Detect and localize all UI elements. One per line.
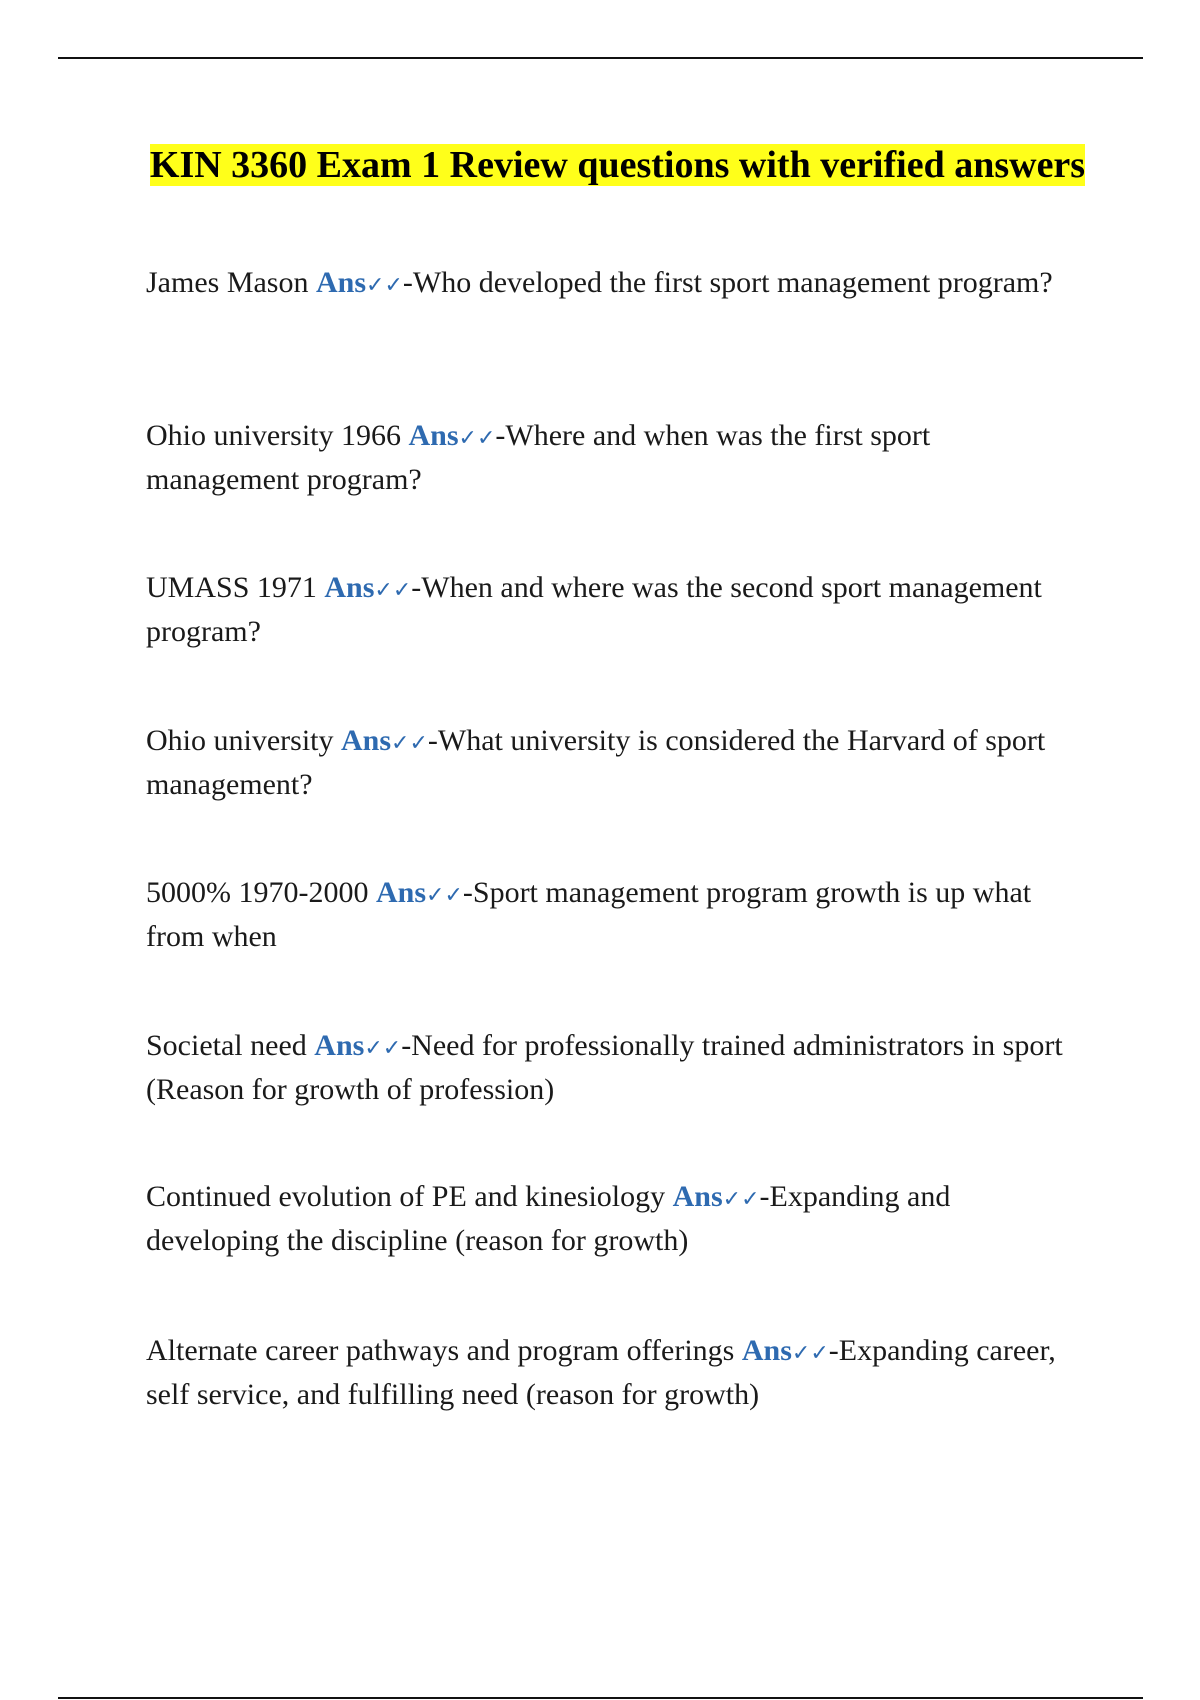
answer-text: Continued evolution of PE and kinesiology (146, 1180, 666, 1213)
question-text: -Where and when was the first sport management program? (146, 419, 931, 496)
qa-item (146, 262, 1076, 306)
question-text: -Sport management program growth is up what from when (146, 876, 1032, 953)
answer-text: Ohio university (146, 724, 334, 757)
footer-rule (58, 1697, 1143, 1699)
check-icon: ✓✓ (364, 1036, 402, 1061)
qa-item (146, 720, 1076, 805)
document-title (146, 140, 1089, 191)
ans-label: Ans (315, 266, 367, 299)
question-text: -What university is considered the Harvard of sport management? (146, 724, 1046, 801)
check-icon: ✓✓ (391, 731, 428, 756)
answer-text: Ohio university 1966 (146, 419, 401, 452)
question-text: -Expanding and developing the discipline (reason for growth) (146, 1180, 951, 1257)
qa-item (146, 1330, 1076, 1415)
check-icon: ✓✓ (722, 1187, 760, 1212)
qa-item (146, 567, 1076, 652)
ans-label: Ans (324, 571, 375, 604)
answer-text: 5000% 1970-2000 (146, 876, 369, 909)
answer-text: Alternate career pathways and program offerings (146, 1334, 735, 1367)
question-text: -Need for professionally trained administrators in sport (Reason for growth of profession) (146, 1029, 1063, 1106)
check-icon: ✓✓ (426, 883, 463, 908)
ans-label: Ans (408, 419, 459, 452)
qa-item (146, 1176, 1076, 1261)
header-rule (58, 57, 1143, 59)
question-text: -When and where was the second sport management program? (146, 571, 1042, 648)
answer-text: Societal need (146, 1029, 307, 1062)
qa-item (146, 415, 1076, 500)
check-icon: ✓✓ (374, 578, 412, 603)
check-icon: ✓✓ (458, 426, 496, 451)
title-highlight: KIN 3360 Exam 1 Review questions with verified answers (149, 144, 1086, 186)
qa-item (146, 872, 1076, 957)
ans-label: Ans (341, 724, 392, 757)
qa-item (146, 1025, 1076, 1110)
ans-label: Ans (314, 1029, 365, 1062)
ans-label: Ans (375, 876, 427, 909)
question-text: -Who developed the first sport management program? (402, 266, 1053, 299)
ans-label: Ans (672, 1180, 723, 1213)
answer-text: James Mason (146, 266, 309, 299)
ans-label: Ans (741, 1334, 792, 1367)
answer-text: UMASS 1971 (146, 571, 317, 604)
question-text: -Expanding career, self service, and fulfilling need (reason for growth) (146, 1334, 1056, 1411)
check-icon: ✓✓ (366, 273, 403, 298)
check-icon: ✓✓ (791, 1341, 829, 1366)
